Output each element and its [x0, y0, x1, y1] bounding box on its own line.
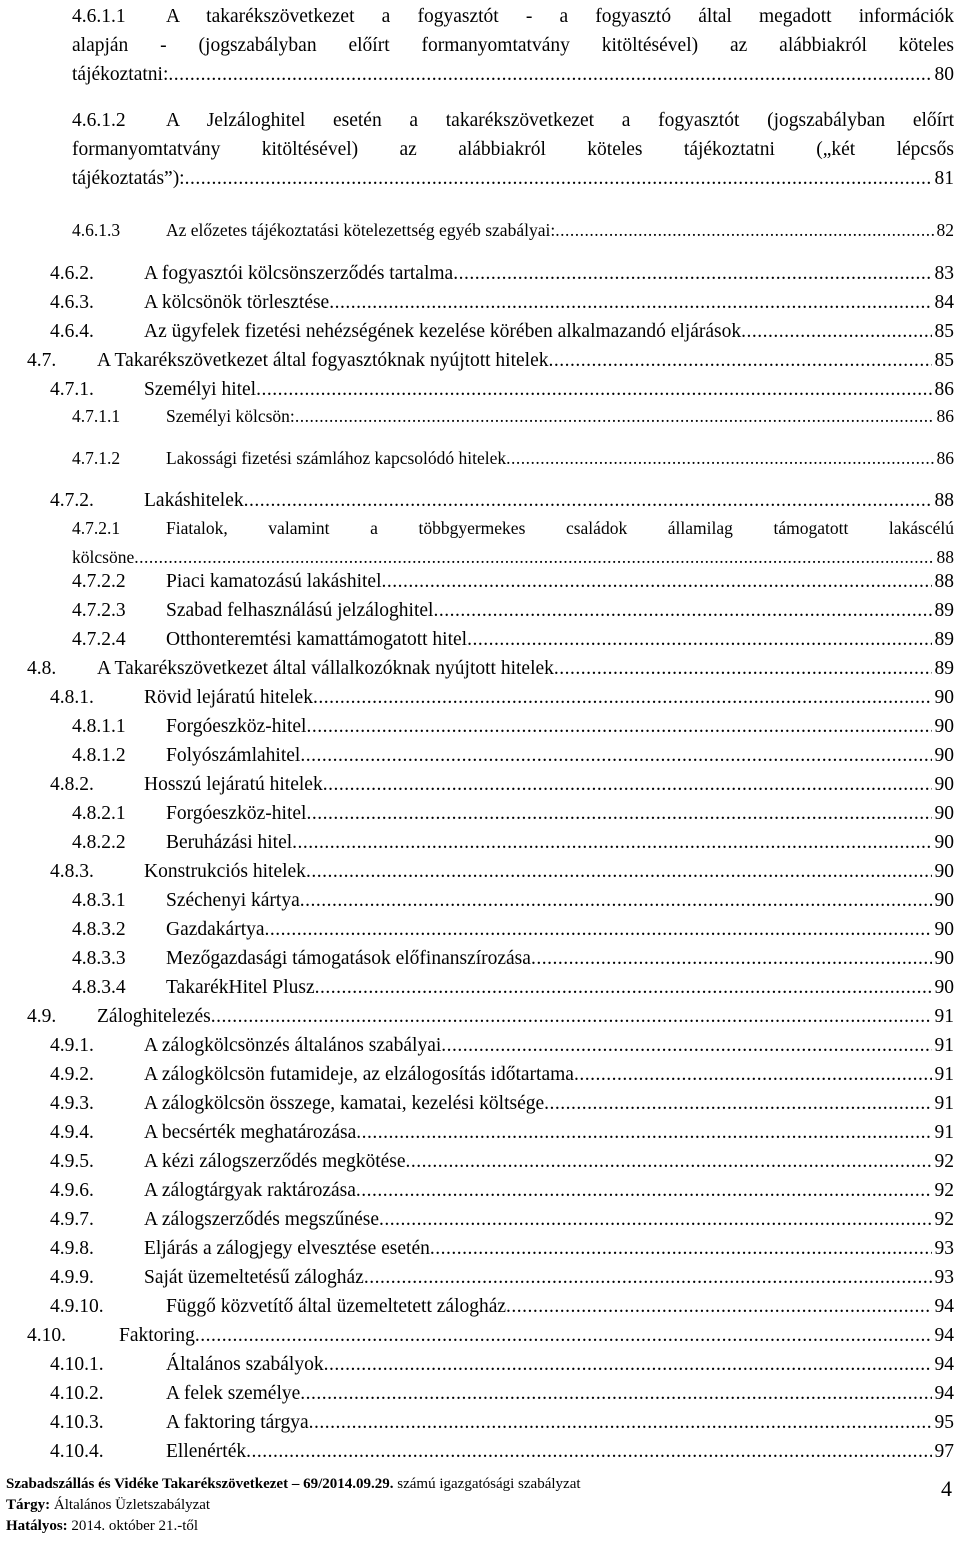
toc-line [50, 1031, 954, 1060]
toc-page-number: 94 [934, 1325, 954, 1346]
toc-section-title: Faktoring [119, 1325, 195, 1346]
toc-section-title: formanyomtatvány kitöltésével) az alábbiakról köteles tájékoztatni („két lépcsős [72, 139, 954, 160]
toc-section-number: 4.8.2.2 [72, 832, 126, 853]
toc-section-title: A kézi zálogszerződés megkötése [144, 1151, 406, 1172]
toc-section-number: 4.8.2.1 [72, 803, 126, 824]
toc-dot-leader [323, 770, 932, 799]
toc-section-title: Szabad felhasználású jelzáloghitel [166, 600, 434, 621]
toc-dot-leader [506, 444, 933, 473]
toc-page-number: 92 [934, 1151, 954, 1172]
toc-section-title: Rövid lejáratú hitelek [144, 687, 313, 708]
toc-line [72, 216, 954, 245]
toc-page-number: 97 [934, 1441, 954, 1462]
toc-section-title: Ellenérték [166, 1441, 247, 1462]
toc-page-number: 91 [934, 1064, 954, 1085]
toc-line [50, 1437, 954, 1466]
toc-page-number: 85 [934, 321, 954, 342]
toc-line [50, 375, 954, 404]
toc-section-title: Széchenyi kártya [166, 890, 300, 911]
toc-section-title: Otthonteremtési kamattámogatott hitel [166, 629, 468, 650]
toc-section-number: 4.9.8. [50, 1238, 94, 1259]
page-number: 4 [941, 1476, 952, 1501]
toc-dot-leader [246, 1437, 931, 1466]
toc-section-title: tájékoztatás”): [72, 168, 185, 189]
toc-page-number: 82 [936, 220, 954, 240]
footer-subject-value: Általános Üzletszabályzat [50, 1497, 211, 1513]
toc-section-title: Az ügyfelek fizetési nehézségének kezelése körében alkalmazandó eljárások [144, 321, 742, 342]
toc-section-title: Saját üzemeltetésű zálogház [144, 1267, 364, 1288]
toc-dot-leader [356, 1176, 932, 1205]
toc-page-number: 81 [934, 168, 954, 189]
toc-section-title: Konstrukciós hitelek [144, 861, 306, 882]
toc-dot-leader [244, 486, 932, 515]
toc-section-number: 4.8.1. [50, 687, 94, 708]
toc-section-number: 4.7.2. [50, 490, 94, 511]
toc-dot-leader [292, 828, 931, 857]
toc-page-number: 83 [934, 263, 954, 284]
toc-section-number: 4.9.10. [50, 1296, 104, 1317]
toc-line [72, 514, 954, 543]
toc-page-number: 84 [934, 292, 954, 313]
toc-line [50, 857, 954, 886]
toc-page-number: 89 [934, 658, 954, 679]
toc-line [72, 828, 954, 857]
toc-dot-leader [554, 654, 932, 683]
toc-page-number: 92 [934, 1180, 954, 1201]
toc-section-title: A zálogszerződés megszűnése [144, 1209, 379, 1230]
toc-section-title: TakarékHitel Plusz [166, 977, 315, 998]
toc-dot-leader [356, 1118, 931, 1147]
toc-section-title: A Takarékszövetkezet által vállalkozóknak nyújtott hitelek [97, 658, 554, 679]
toc-page-number: 88 [936, 547, 954, 567]
toc-section-number: 4.6.1.2 [72, 110, 126, 131]
toc-line [72, 60, 954, 89]
toc-page-number: 95 [934, 1412, 954, 1433]
toc-page-number: 86 [934, 379, 954, 400]
toc-line [50, 770, 954, 799]
toc-section-title: Forgóeszköz-hitel [166, 803, 307, 824]
toc-section-number: 4.8.2. [50, 774, 94, 795]
toc-dot-leader [256, 375, 931, 404]
toc-page-number: 94 [934, 1383, 954, 1404]
toc-section-number: 4.10.3. [50, 1412, 104, 1433]
toc-page-number: 89 [934, 600, 954, 621]
toc-line [50, 1147, 954, 1176]
toc-page-number: 80 [934, 64, 954, 85]
toc-line [72, 741, 954, 770]
toc-section-number: 4.9.9. [50, 1267, 94, 1288]
toc-section-title: Lakossági fizetési számlához kapcsolódó hitelek [166, 448, 507, 468]
toc-page-number: 90 [934, 861, 954, 882]
toc-dot-leader [430, 1234, 932, 1263]
toc-section-number: 4.10.4. [50, 1441, 104, 1462]
toc-line [72, 444, 954, 473]
toc-line [50, 1176, 954, 1205]
toc-section-title: A fogyasztói kölcsönszerződés tartalma [144, 263, 454, 284]
toc-section-title: Függő közvetítő által üzemeltetett zálogház [166, 1296, 507, 1317]
toc-dot-leader [211, 1002, 932, 1031]
toc-section-number: 4.6.2. [50, 263, 94, 284]
footer-subject-label: Tárgy: [6, 1497, 51, 1513]
toc-dot-leader [406, 1147, 932, 1176]
toc-page-number: 90 [934, 716, 954, 737]
toc-section-title: Piaci kamatozású lakáshitel [166, 571, 382, 592]
toc-page-number: 90 [934, 977, 954, 998]
toc-dot-leader [329, 288, 931, 317]
toc-dot-leader [300, 886, 932, 915]
toc-section-number: 4.9. [27, 1006, 57, 1027]
footer-regulation-type: számú igazgatósági szabályzat [393, 1476, 581, 1492]
toc-line [50, 288, 954, 317]
toc-line [72, 712, 954, 741]
toc-section-number: 4.8.3.2 [72, 919, 126, 940]
toc-section-title: Beruházási hitel [166, 832, 293, 853]
toc-page-number: 86 [936, 406, 954, 426]
toc-page-number: 94 [934, 1296, 954, 1317]
toc-section-number: 4.7.1.2 [72, 448, 121, 468]
toc-section-title: A kölcsönök törlesztése [144, 292, 330, 313]
toc-section-title: Személyi hitel [144, 379, 257, 400]
toc-line [72, 799, 954, 828]
toc-section-number: 4.8.3.4 [72, 977, 126, 998]
toc-section-title: Fiatalok, valamint a többgyermekes családok államilag támogatott lakáscélú [166, 518, 954, 538]
toc-section-number: 4.7.2.2 [72, 571, 126, 592]
toc-section-title: A zálogkölcsön futamideje, az elzálogosítás időtartama [144, 1064, 574, 1085]
toc-section-number: 4.9.2. [50, 1064, 94, 1085]
toc-page-number: 91 [934, 1093, 954, 1114]
toc-line [72, 135, 954, 164]
toc-section-title: A Jelzáloghitel esetén a takarékszövetkezet a fogyasztót (jogszabályban előírt [166, 110, 954, 131]
toc-section-number: 4.7.2.1 [72, 518, 121, 538]
toc-section-title: Általános szabályok [166, 1354, 324, 1375]
toc-line [72, 31, 954, 60]
toc-section-number: 4.6.1.1 [72, 6, 126, 27]
toc-section-title: Folyószámlahitel [166, 745, 301, 766]
toc-section-title: Eljárás a zálogjegy elvesztése esetén [144, 1238, 430, 1259]
toc-section-title: A zálogkölcsönzés általános szabályai [144, 1035, 442, 1056]
toc-dot-leader [433, 596, 931, 625]
toc-dot-leader [453, 259, 931, 288]
toc-page-number: 90 [934, 890, 954, 911]
toc-section-title: Az előzetes tájékoztatási kötelezettség egyéb szabályai: [166, 220, 556, 240]
toc-dot-leader [300, 741, 931, 770]
toc-dot-leader [315, 973, 932, 1002]
footer-subject [6, 1495, 954, 1516]
toc-section-number: 4.6.1.3 [72, 220, 121, 240]
toc-page-number: 90 [934, 948, 954, 969]
toc-line [50, 683, 954, 712]
toc-section-title: Forgóeszköz-hitel [166, 716, 307, 737]
toc-section-number: 4.9.5. [50, 1151, 94, 1172]
toc-page-number: 90 [934, 774, 954, 795]
toc-section-title: alapján - (jogszabályban előírt formanyomtatvány kitöltésével) az alábbiakról köteles [72, 35, 954, 56]
toc-line [50, 1234, 954, 1263]
toc-section-number: 4.7.1.1 [72, 406, 121, 426]
toc-line [72, 944, 954, 973]
toc-section-number: 4.10. [27, 1325, 66, 1346]
toc-section-number: 4.6.3. [50, 292, 94, 313]
footer-effective-value: 2014. október 21.-től [67, 1518, 199, 1534]
toc-dot-leader [195, 1321, 932, 1350]
toc-dot-leader [544, 1089, 931, 1118]
toc-line [72, 106, 954, 135]
toc-line [50, 1060, 954, 1089]
toc-line [72, 164, 954, 193]
toc-line [50, 1089, 954, 1118]
toc-line [72, 886, 954, 915]
toc-section-number: 4.9.1. [50, 1035, 94, 1056]
toc-dot-leader [265, 915, 932, 944]
footer-institution [6, 1474, 954, 1495]
toc-section-number: 4.9.4. [50, 1122, 94, 1143]
page-footer [6, 1474, 954, 1537]
toc-page-number: 89 [934, 629, 954, 650]
toc-section-title: Lakáshitelek [144, 490, 244, 511]
toc-section-title: Hosszú lejáratú hitelek [144, 774, 323, 795]
toc-line [72, 915, 954, 944]
toc-page-number: 90 [934, 687, 954, 708]
toc-section-number: 4.9.6. [50, 1180, 94, 1201]
toc-page-number: 88 [934, 571, 954, 592]
toc-page-number: 90 [934, 919, 954, 940]
footer-effective-label: Hatályos: [6, 1518, 68, 1534]
toc-line [27, 346, 954, 375]
toc-line [50, 317, 954, 346]
toc-section-number: 4.8.3.3 [72, 948, 126, 969]
toc-dot-leader [306, 712, 931, 741]
toc-line [50, 1118, 954, 1147]
toc-line [72, 625, 954, 654]
toc-page-number: 93 [934, 1267, 954, 1288]
toc-section-number: 4.8.1.2 [72, 745, 126, 766]
toc-page-number: 94 [934, 1354, 954, 1375]
toc-page-number: 92 [934, 1209, 954, 1230]
toc-page-number: 90 [934, 832, 954, 853]
toc-section-title: A takarékszövetkezet a fogyasztót - a fogyasztó által megadott információk [166, 6, 954, 27]
toc-dot-leader [313, 683, 932, 712]
toc-line [27, 1321, 954, 1350]
toc-section-number: 4.7. [27, 350, 57, 371]
toc-line [50, 1292, 954, 1321]
toc-section-title: A zálogkölcsön összege, kamatai, kezelési költsége [144, 1093, 545, 1114]
toc-page-number: 93 [934, 1238, 954, 1259]
toc-section-title: kölcsöne [72, 547, 135, 567]
toc-section-number: 4.9.7. [50, 1209, 94, 1230]
toc-dot-leader [300, 1379, 931, 1408]
toc-section-number: 4.7.2.3 [72, 600, 126, 621]
toc-line [72, 596, 954, 625]
toc-dot-leader [574, 1060, 932, 1089]
toc-dot-leader [555, 216, 933, 245]
toc-section-title: A Takarékszövetkezet által fogyasztóknak nyújtott hitelek [97, 350, 549, 371]
toc-section-title: A becsérték meghatározása [144, 1122, 357, 1143]
toc-line [27, 654, 954, 683]
toc-section-number: 4.6.4. [50, 321, 94, 342]
toc-dot-leader [741, 317, 931, 346]
toc-dot-leader [531, 944, 932, 973]
toc-dot-leader [549, 346, 932, 375]
toc-section-number: 4.8.3. [50, 861, 94, 882]
toc-section-title: A zálogtárgyak raktározása [144, 1180, 356, 1201]
toc-line [50, 1379, 954, 1408]
toc-section-number: 4.9.3. [50, 1093, 94, 1114]
toc-section-number: 4.7.2.4 [72, 629, 126, 650]
toc-line [72, 567, 954, 596]
toc-line [72, 2, 954, 31]
toc-section-number: 4.7.1. [50, 379, 94, 400]
toc-page-number: 88 [934, 490, 954, 511]
toc-page-number: 90 [934, 745, 954, 766]
toc-line [27, 1002, 954, 1031]
toc-page-number: 85 [934, 350, 954, 371]
toc-line [50, 1408, 954, 1437]
toc-dot-leader [306, 799, 931, 828]
toc-section-title: A faktoring tárgya [166, 1412, 309, 1433]
toc-dot-leader [324, 1350, 932, 1379]
toc-section-title: Záloghitelezés [97, 1006, 211, 1027]
toc-dot-leader [295, 402, 934, 431]
toc-page-number: 90 [934, 803, 954, 824]
toc-dot-leader [382, 567, 932, 596]
toc-line [72, 973, 954, 1002]
toc-section-number: 4.10.2. [50, 1383, 104, 1404]
toc-dot-leader [309, 1408, 932, 1437]
footer-effective [6, 1516, 954, 1537]
toc-line [50, 1350, 954, 1379]
toc-line [50, 1205, 954, 1234]
toc-dot-leader [364, 1263, 932, 1292]
toc-line [50, 486, 954, 515]
toc-line [72, 402, 954, 431]
toc-dot-leader [185, 164, 932, 193]
toc-dot-leader [168, 60, 931, 89]
toc-section-title: Mezőgazdasági támogatások előfinanszírozása [166, 948, 531, 969]
toc-dot-leader [506, 1292, 931, 1321]
toc-section-number: 4.8.3.1 [72, 890, 126, 911]
toc-line [50, 259, 954, 288]
toc-line [50, 1263, 954, 1292]
toc-page-number: 91 [934, 1006, 954, 1027]
footer-institution-name: Szabadszállás és Vidéke Takarékszövetkezet – 69/2014.09.29. [6, 1476, 394, 1492]
toc-section-number: 4.8. [27, 658, 57, 679]
toc-section-title: tájékoztatni: [72, 64, 169, 85]
toc-dot-leader [441, 1031, 931, 1060]
toc-dot-leader [379, 1205, 932, 1234]
toc-page-number: 91 [934, 1122, 954, 1143]
toc-section-title: A felek személye [166, 1383, 301, 1404]
toc-page-number: 91 [934, 1035, 954, 1056]
toc-section-number: 4.10.1. [50, 1354, 104, 1375]
toc-dot-leader [306, 857, 932, 886]
toc-section-title: Személyi kölcsön: [166, 406, 295, 426]
toc-dot-leader [467, 625, 931, 654]
toc-section-title: Gazdakártya [166, 919, 265, 940]
toc-section-number: 4.8.1.1 [72, 716, 126, 737]
toc-page-number: 86 [936, 448, 954, 468]
